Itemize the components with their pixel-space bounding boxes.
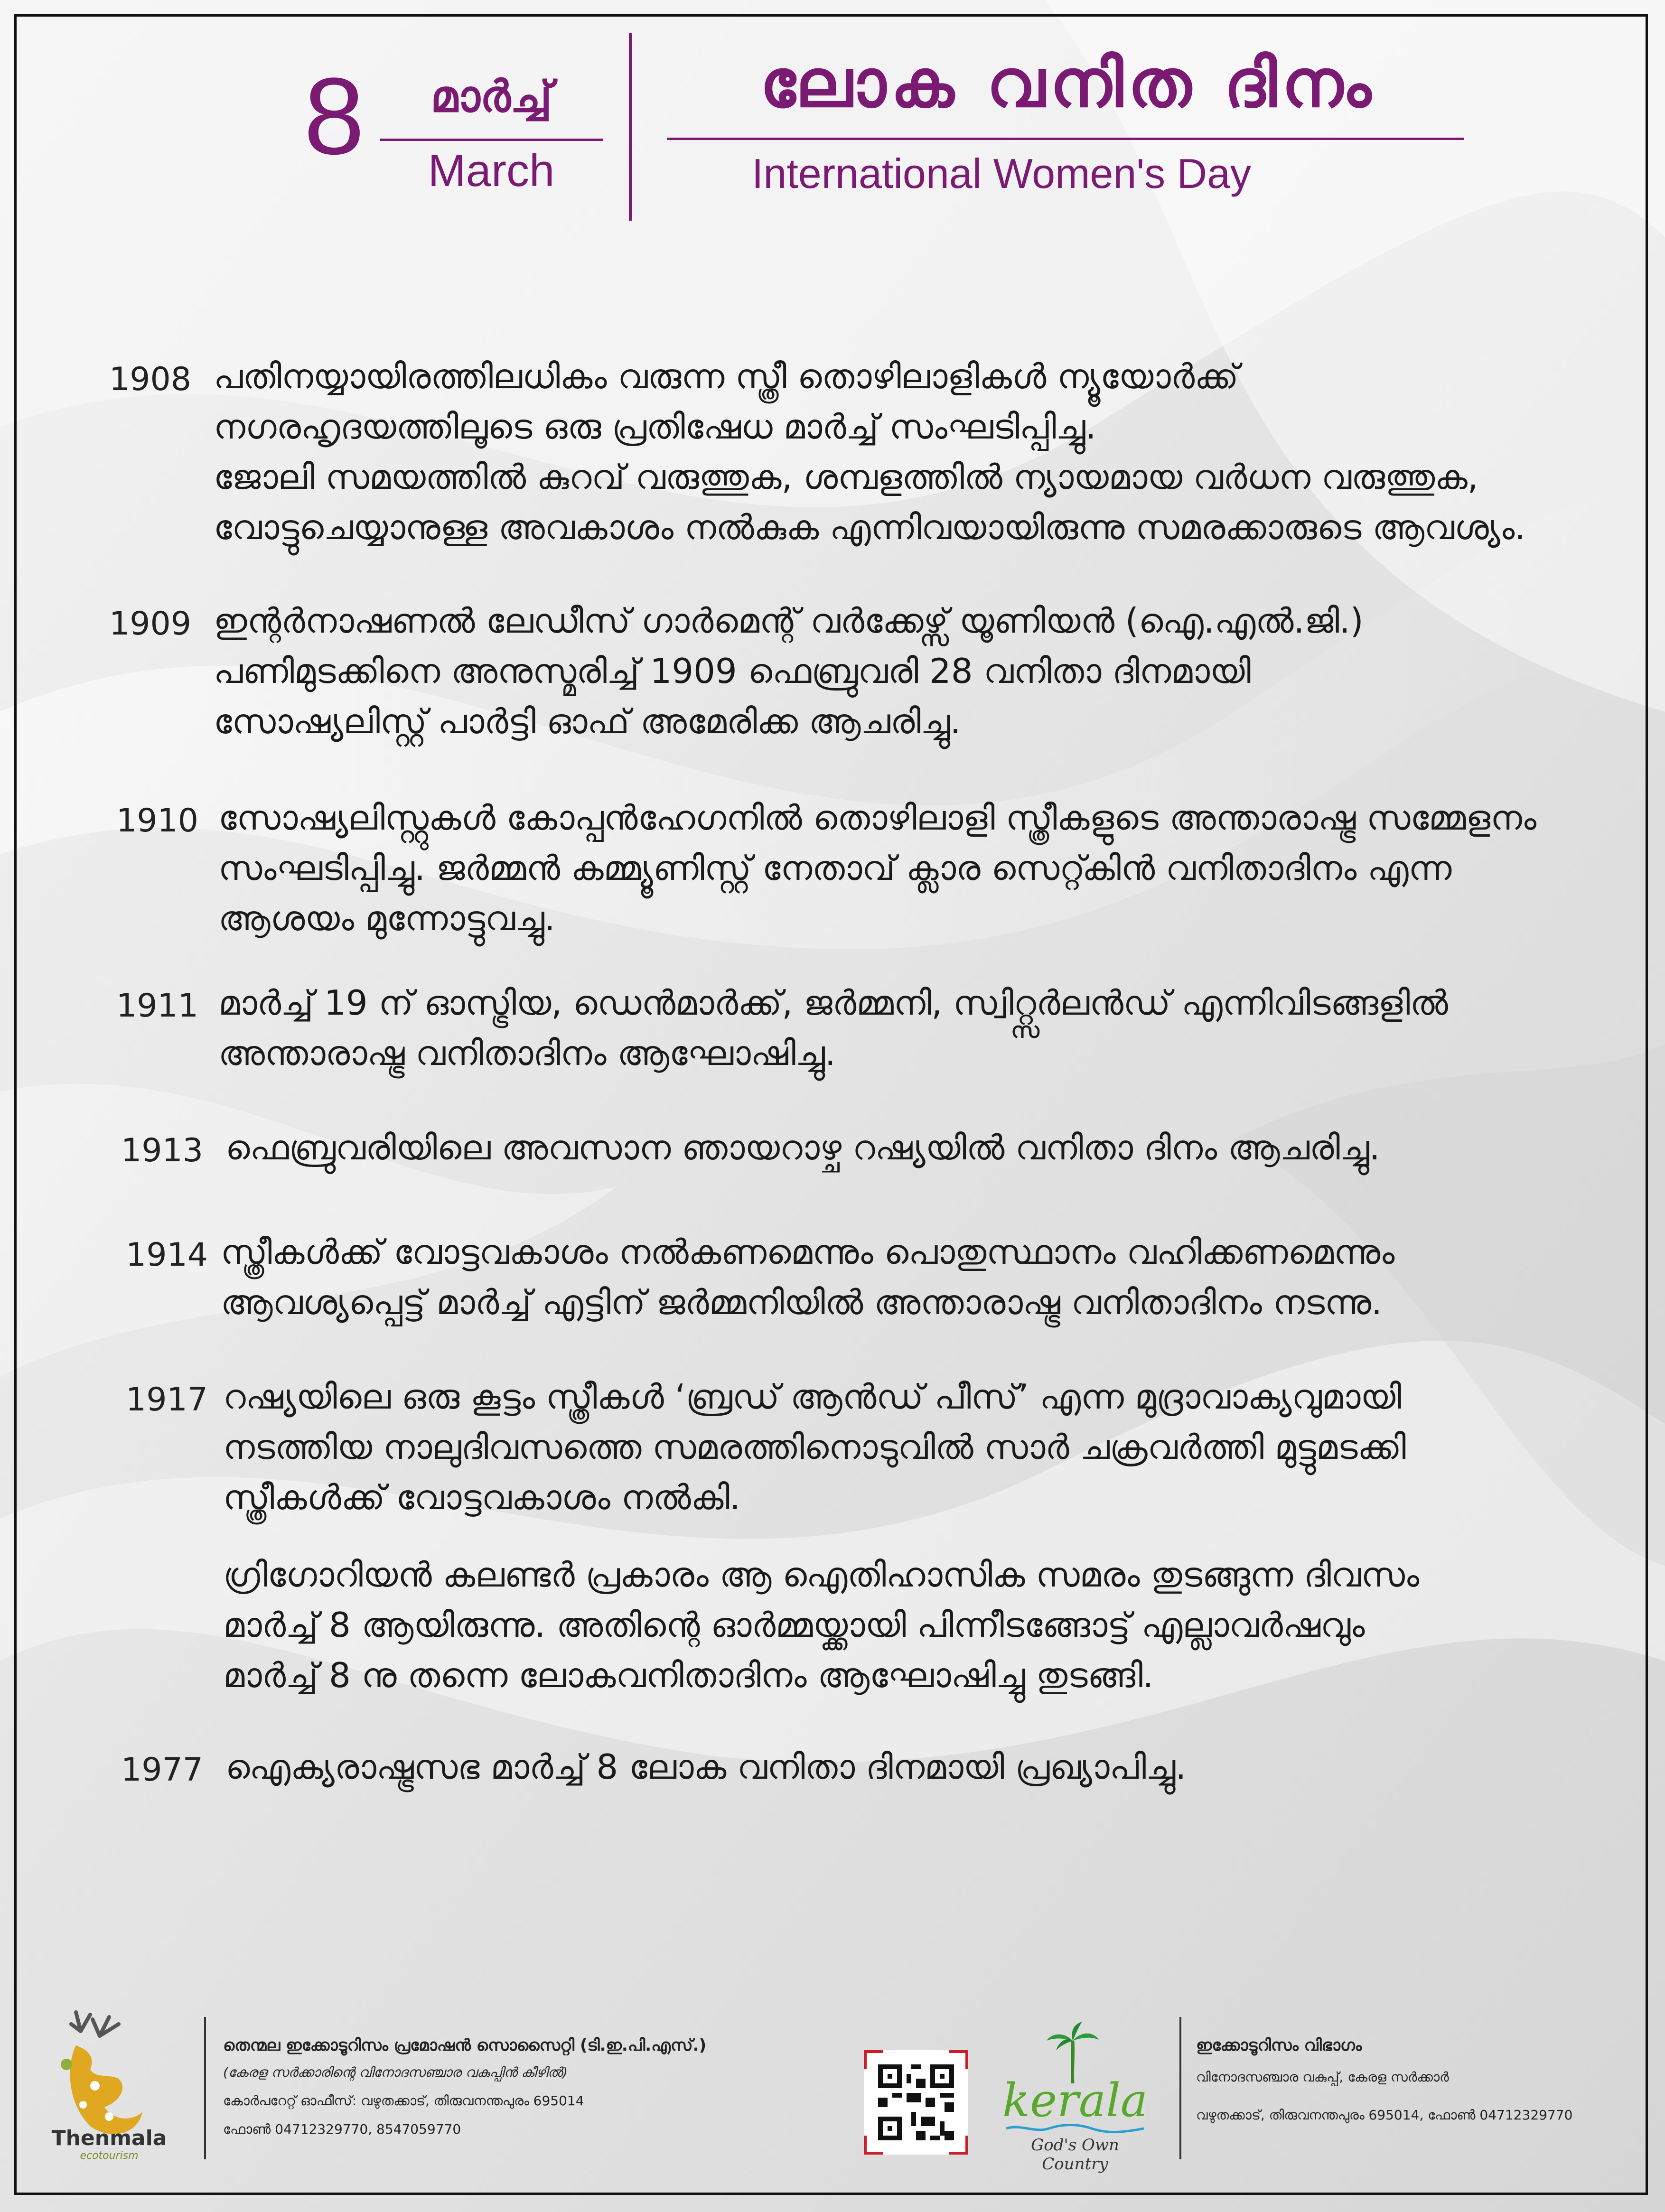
entry-text — [221, 1227, 1394, 1327]
entry-line: ജോലി സമയത്തിൽ കുറവ് വരുത്തുക, ശമ്പളത്തിൽ ന്യായമായ വർധന വരുത്തുക, — [214, 457, 1478, 497]
kerala-tagline: God's Own Country — [1031, 2136, 1119, 2174]
logo-subtitle: ecotourism — [80, 2150, 139, 2162]
entry-line: സ്ത്രീകൾക്ക് വോട്ടവകാശം നൽകണമെന്നും പൊതുസ്ഥാനം വഹിക്കണമെന്നും — [221, 1232, 1395, 1272]
entry-year: 1977 — [121, 1751, 204, 1789]
entry-line: വോട്ടുചെയ്യാനുള്ള അവകാശം നൽകുക എന്നിവയായിരുന്നു സമരക്കാരുടെ ആവശ്യം. — [214, 507, 1526, 547]
footer-divider — [1179, 2017, 1181, 2159]
entry-line: നഗരഹൃദയത്തിലൂടെ ഒരു പ്രതിഷേധ മാർച്ച് സംഘടിപ്പിച്ചു. — [214, 407, 1096, 447]
entry-line: മാർച്ച് 8 നു തന്നെ ലോകവനിതാദിനം ആഘോഷിച്ചു തുടങ്ങി. — [223, 1655, 1154, 1695]
entry-line: സംഘടിപ്പിച്ചു. ജർമ്മൻ കമ്മ്യൂണിസ്റ്റ് നേതാവ് ക്ലാര സെറ്റ്കിൻ വനിതാദിനം എന്ന — [218, 848, 1452, 888]
dept-line-1: വിനോദസഞ്ചാര വകുപ്പ്, കേരള സർക്കാർ — [1196, 2069, 1449, 2085]
org-subtitle: (കേരള സർക്കാരിന്റെ വിനോദസഞ്ചാര വകുപ്പിൻ കീഴിൽ) — [223, 2064, 568, 2080]
entry-text — [218, 793, 1536, 943]
entry-text — [214, 351, 1525, 552]
org-name: തെന്മല ഇക്കോടൂറിസം പ്രമോഷൻ സൊസൈറ്റി (ടി.ഇ.പി.എസ്.) — [223, 2036, 707, 2055]
dept-line-2: വഴുതക്കാട്, തിരുവനന്തപുരം 695014, ഫോൺ 04712329770 — [1196, 2107, 1573, 2123]
entry-line: മാർച്ച് 8 ആയിരുന്നു. അതിന്റെ ഓർമ്മയ്ക്കായി പിന്നീടങ്ങോട്ട് എല്ലാവർഷവും — [223, 1605, 1365, 1645]
entry-line: ഫെബ്രുവരിയിലെ അവസാന ഞായറാഴ്ച റഷ്യയിൽ വനിതാ ദിനം ആചരിച്ചു. — [225, 1128, 1380, 1167]
date-divider — [380, 139, 603, 141]
date-day: 8 — [304, 55, 365, 177]
entry-year: 1911 — [116, 987, 199, 1025]
org-address: കോർപറേറ്റ് ഓഫീസ്: വഴുതക്കാട്, തിരുവനന്തപുരം 695014 — [223, 2093, 584, 2109]
title-malayalam: ലോക വനിത ദിനം — [760, 45, 1376, 122]
entry-text — [223, 1372, 1406, 1522]
entry-year: 1909 — [109, 605, 192, 643]
date-month-english: March — [428, 145, 555, 196]
entry-text — [223, 1549, 1419, 1700]
entry-text — [225, 1122, 1380, 1173]
qr-code-icon[interactable] — [864, 2050, 968, 2155]
entry-line: മാർച്ച് 19 ന് ഓസ്ട്രിയ, ഡെൻമാർക്ക്, ജർമ്മനി, സ്വിറ്റ്സർലൻഡ് എന്നിവിടങ്ങളിൽ — [218, 983, 1449, 1023]
entry-line: ഗ്രിഗോറിയൻ കലണ്ടർ പ്രകാരം ആ ഐതിഹാസിക സമരം തുടങ്ങുന്ന ദിവസം — [223, 1555, 1420, 1595]
entry-year: 1917 — [126, 1381, 208, 1419]
entry-line: സ്ത്രീകൾക്ക് വോട്ടവകാശം നൽകി. — [223, 1477, 740, 1517]
entry-line: നടത്തിയ നാലുദിവസത്തെ സമരത്തിനൊടുവിൽ സാർ ചക്രവർത്തി മുട്ടുമടക്കി — [223, 1427, 1406, 1467]
entry-line: ആവശ്യപ്പെട്ട് മാർച്ച് എട്ടിന് ജർമ്മനിയിൽ അന്താരാഷ്ട്ര വനിതാദിനം നടന്നു. — [221, 1282, 1382, 1322]
entry-line: റഷ്യയിലെ ഒരു കൂട്ടം സ്ത്രീകൾ ‘ബ്രഡ് ആൻഡ് പീസ്’ എന്ന മുദ്രാവാക്യവുമായി — [223, 1377, 1402, 1417]
kerala-tourism-logo — [997, 2022, 1153, 2174]
entry-year: 1913 — [121, 1132, 204, 1169]
footer — [0, 1984, 1665, 2183]
org-phone: ഫോൺ 04712329770, 8547059770 — [223, 2121, 461, 2137]
entry-line: സോഷ്യലിസ്റ്റുകൾ കോപ്പൻഹേഗനിൽ തൊഴിലാളി സ്ത്രീകളുടെ അന്താരാഷ്ട്ര സമ്മേളനം — [218, 798, 1537, 838]
footer-divider — [204, 2017, 206, 2159]
title-english: International Women's Day — [751, 150, 1252, 197]
entry-line: അന്താരാഷ്ട്ര വനിതാദിനം ആഘോഷിച്ചു. — [218, 1033, 836, 1073]
entry-text — [225, 1742, 1186, 1792]
entry-year: 1914 — [126, 1236, 208, 1274]
entry-line: ഇന്റർനാഷണൽ ലേഡീസ് ഗാർമെന്റ് വർക്കേഴ്സ് യൂണിയൻ (ഐ.എൽ.ജി.) — [214, 601, 1364, 641]
kerala-logo-text: kerala — [1002, 2074, 1148, 2127]
header-vertical-divider — [629, 33, 632, 221]
entry-line: പതിനയ്യായിരത്തിലധികം വരുന്ന സ്ത്രീ തൊഴിലാളികൾ ന്യൂയോർക്ക് — [214, 356, 1239, 396]
entry-year: 1908 — [109, 361, 192, 398]
date-month-malayalam: മാർച്ച് — [430, 71, 552, 122]
entry-line: പണിമുടക്കിനെ അനുസ്മരിച്ച് 1909 ഫെബ്രുവരി 28 വനിതാ ദിനമായി — [214, 651, 1251, 691]
entry-text — [218, 978, 1448, 1078]
title-divider — [667, 138, 1464, 140]
entry-line: ഐക്യരാഷ്ട്രസഭ മാർച്ച് 8 ലോക വനിതാ ദിനമായി പ്രഖ്യാപിച്ചു. — [225, 1747, 1187, 1787]
wave-icon — [1006, 2124, 1144, 2133]
entry-text — [214, 596, 1364, 747]
dept-name: ഇക്കോടൂറിസം വിഭാഗം — [1196, 2036, 1362, 2055]
entry-line: സോഷ്യലിസ്റ്റ് പാർട്ടി ഓഫ് അമേരിക്ക ആചരിച്ചു. — [214, 701, 961, 741]
entry-line: ആശയം മുന്നോട്ടുവച്ചു. — [218, 898, 555, 938]
entry-year: 1910 — [116, 802, 199, 840]
logo-name: Thenmala — [51, 2126, 167, 2150]
